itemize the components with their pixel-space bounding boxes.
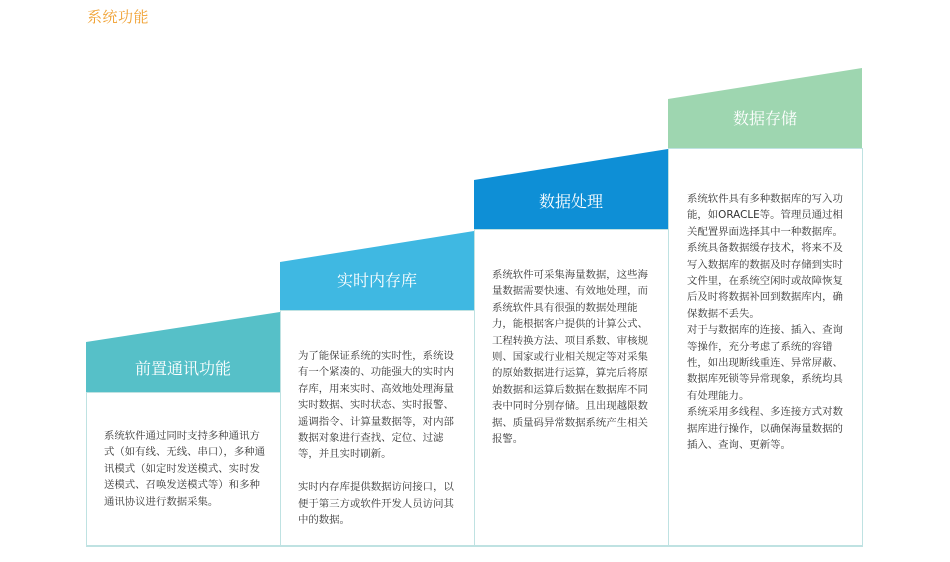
page-title: 系统功能 <box>87 8 150 26</box>
col1-title: 前置通讯功能 <box>134 359 231 378</box>
col3-title: 数据处理 <box>538 192 603 211</box>
col4-body-text: 系统软件具有多种数据库的写入功能，如ORACLE等。管理员通过相关配置界面选择其中一种数据库。 系统具备数据缓存技术，将来不及写入数据库的数据及时存储到实时文件里，在系统空闲时或故障恢复后及时将数据补回到数据库内，确保数据不丢失。 对于与数据库的连接、插入、查询等操作，充分考虑了系统的容错性，如出现断线重连、异常屏蔽、数据库死锁等异常现象，系统均具有处理能力。 系统采用多线程、多连接方式对数据库进行操作，以确保海量数据的插入、查询、更新等。 <box>687 193 843 452</box>
col1-header-shape <box>86 312 280 392</box>
col1-body-text: 系统软件通过同时支持多种通讯方式（如有线、无线、串口），多种通讯模式（如定时发送模式、实时发送模式、召唤发送模式等）和多种通讯协议进行数据采集。 <box>104 430 266 508</box>
col2-title: 实时内存库 <box>336 271 417 290</box>
col3-body-text: 系统软件可采集海量数据，这些海量数据需要快速、有效地处理，而系统软件具有很强的数据处理能力，能根据客户提供的计算公式、工程转换方法、项目系数、审核规则、国家或行业相关规定等对采集的原始数据进行运算，算完后将原始数据和运算后数据在数据库不同表中同时分别存储。且出现越限数据、质量码异常数据系统产生相关报警。 <box>492 269 648 446</box>
base-line <box>86 545 863 547</box>
col4-title: 数据存储 <box>732 109 797 128</box>
col2-body-text: 为了能保证系统的实时性，系统设有一个紧凑的、功能强大的实时内存库，用来实时、高效地处理海量实时数据、实时状态、实时报警、遥调指令、计算量数据等，对内部数据对象进行查找、定位、过滤等，并且实时刷新。 实时内存库提供数据访问接口，以便于第三方或软件开发人员访问其中的数据。 <box>298 350 454 527</box>
